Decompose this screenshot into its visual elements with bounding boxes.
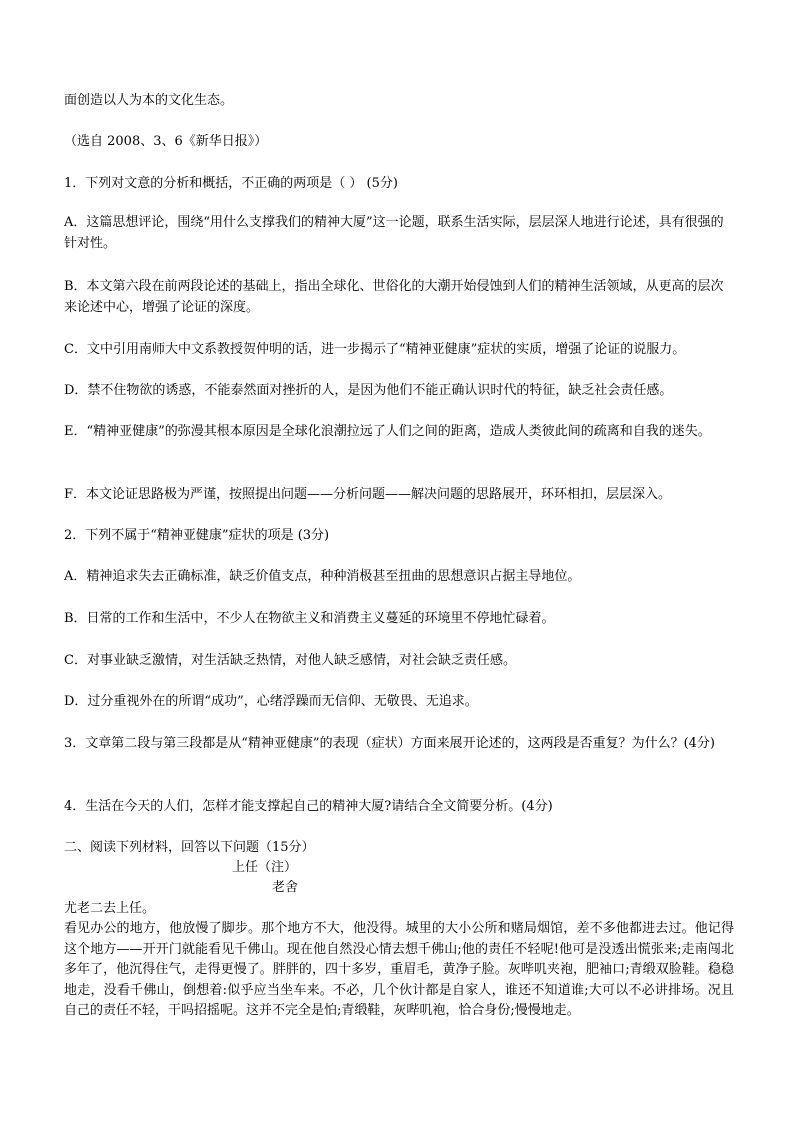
q2-option-a: A．精神追求失去正确标准，缺乏价值支点，种种消极甚至扭曲的思想意识占据主导地位。 [64, 569, 581, 584]
q1-option-f: F．本文论证思路极为严谨，按照提出问题——分析问题——解决问题的思路展开，环环相扣，层层深入。 [64, 487, 672, 502]
question-2: 2．下列不属于“精神亚健康”症状的项是 (3分) [64, 528, 330, 543]
q1-option-d: D．禁不住物欲的诱惑，不能泰然面对挫折的人，是因为他们不能正确认识时代的特征，缺乏社会责任感。 [64, 383, 673, 398]
source-citation: （选自 2008、3、6《新华日报》） [64, 134, 268, 149]
q2-option-c: C．对事业缺乏激情，对生活缺乏热情，对他人缺乏感情，对社会缺乏责任感。 [64, 653, 516, 668]
section-2-heading: 二、阅读下列材料，回答以下问题（15分） [64, 840, 315, 855]
q1-option-b: B．本文第六段在前两段论述的基础上，指出全球化、世俗化的大潮开始侵蚀到人们的精神生活领域，从更高的层次来论述中心，增强了论证的深度。 [64, 279, 724, 315]
q2-option-b: B．日常的工作和生活中，不少人在物欲主义和消费主义蔓延的环境里不停地忙碌着。 [64, 611, 555, 626]
q2-option-d: D．过分重视外在的所谓“成功”，心绪浮躁而无信仰、无敬畏、无追求。 [64, 694, 478, 709]
q1-option-a: A．这篇思想评论，围绕“用什么支撑我们的精神大厦”这一论题，联系生活实际，层层深人地进行论述，具有很强的针对性。 [64, 215, 724, 251]
story-author: 老舍 [272, 880, 299, 895]
story-paragraph: 看见办公的地方，他放慢了脚步。那个地方不大，他没得。城里的大小公所和赌局烟馆，差不多他都进去过。他记得这个地方——开开门就能看见千佛山。现在他自然没心情去想千佛山;他的责任不轻呢!他可是没透出慌张来;走南闯北多年了，他沉得住气，走得更慢了。胖胖的，四十多岁，重眉毛，黄净子脸。灰哔叽夹袍，肥袖口;青缎双脸鞋。稳稳地走，没看千佛山，倒想着:似乎应当坐车来。不必，几个伙计都是自家人，谁还不知道谁;大可以不必讲排场。况且自己的责任不轻，干吗招摇呢。这并不完全是怕;青缎鞋，灰哔叽袍，恰合身份;慢慢地走。 [64, 921, 734, 1018]
paragraph-continuation: 面创造以人为本的文化生态。 [64, 93, 234, 108]
story-title: 上任（注） [232, 860, 298, 875]
q1-option-c: C．文中引用南师大中文系教授贺仲明的话，进一步揭示了“精神亚健康”症状的实质，增强了论证的说服力。 [64, 342, 686, 357]
q1-option-e: E．“精神亚健康”的弥漫其根本原因是全球化浪潮拉远了人们之间的距离，造成人类彼此间的疏离和自我的迷失。 [64, 424, 711, 439]
story-line-1: 尤老二去上任。 [64, 901, 156, 916]
question-4: 4．生活在今天的人们，怎样才能支撑起自己的精神大厦?请结合全文简要分析。(4分) [64, 799, 553, 814]
question-3: 3．文章第二段与第三段都是从“精神亚健康”的表现（症状）方面来展开论述的，这两段是否重复？为什么？(4分) [64, 736, 715, 751]
question-1: 1．下列对文意的分析和概括，不正确的两项是（ ） (5分) [64, 176, 398, 191]
